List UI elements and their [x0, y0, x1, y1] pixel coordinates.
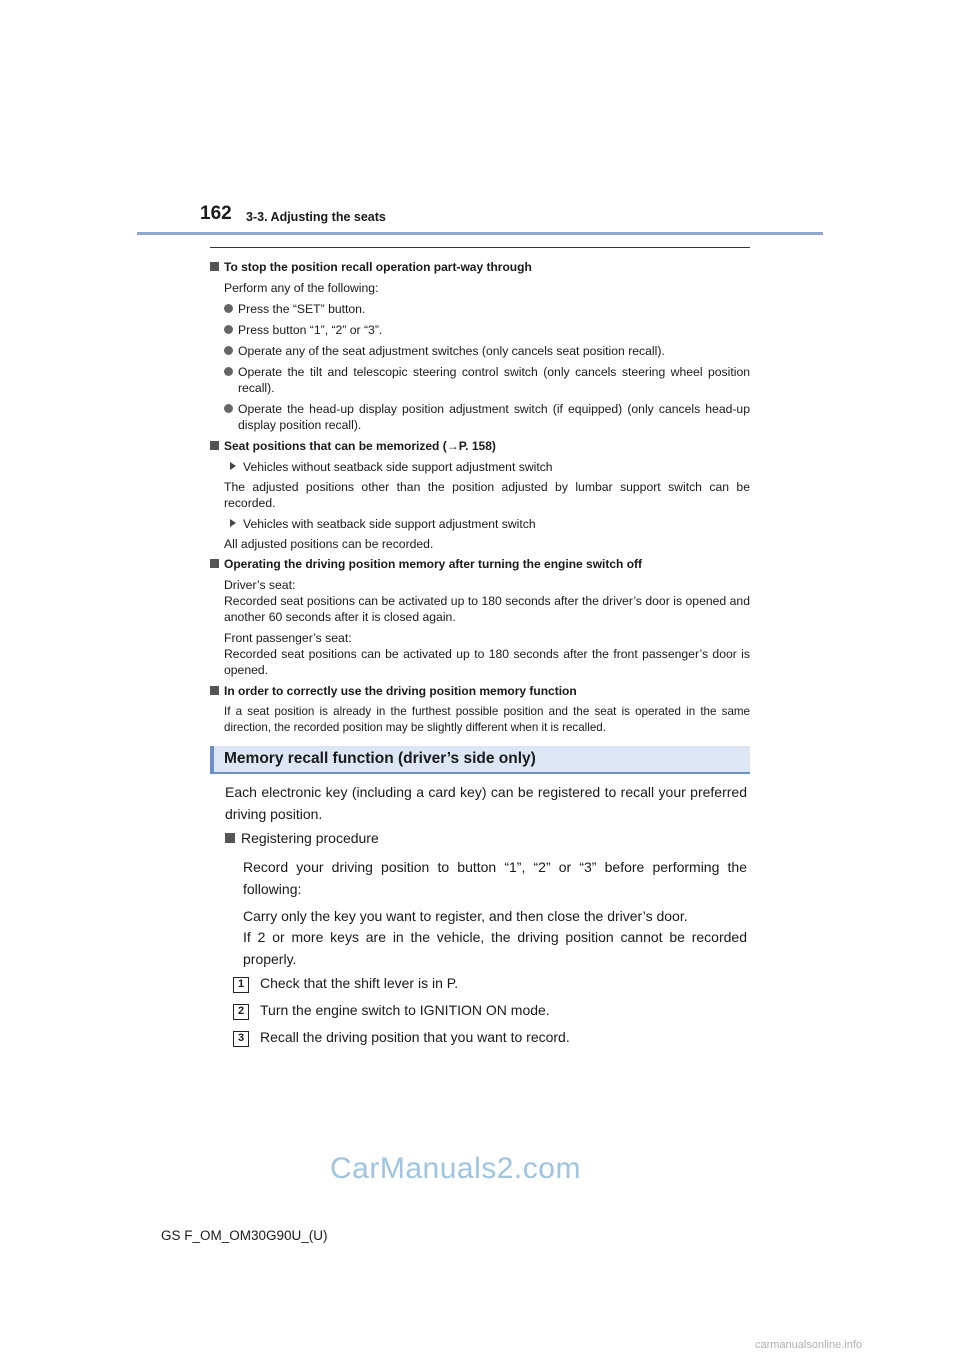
note-stop-recall — [210, 259, 750, 433]
arrow-right-icon: → — [446, 439, 459, 453]
step-text: Recall the driving position that you want to record. — [260, 1029, 570, 1045]
circle-bullet-icon — [224, 367, 233, 376]
page-number: 162 — [200, 203, 232, 224]
step-text: Turn the engine switch to IGNITION ON mode. — [260, 1002, 550, 1018]
triangle-right-icon — [230, 519, 236, 527]
driver-label: Driver’s seat: — [224, 578, 296, 592]
case-label: Vehicles with seatback side support adjustment switch — [210, 516, 750, 532]
case-text: The adjusted positions other than the position adjusted by lumbar support switch can be recorded. — [224, 480, 750, 510]
header-rule — [137, 232, 823, 235]
watermark: CarManuals2.com — [330, 1152, 581, 1185]
square-bullet-icon — [225, 833, 235, 843]
registering-para: Carry only the key you want to register, and then close the driver’s door. — [243, 908, 688, 924]
list-item: Press button “1”, “2” or “3”. — [210, 322, 750, 338]
note-heading: To stop the position recall operation part-way through — [210, 259, 750, 275]
circle-bullet-icon — [224, 346, 233, 355]
square-bullet-icon — [210, 262, 219, 271]
list-item: Press the “SET” button. — [210, 301, 750, 317]
section-intro: Each electronic key (including a card key) can be registered to recall your preferred driving position. — [225, 784, 747, 822]
circle-bullet-icon — [224, 325, 233, 334]
list-item: Operate the head-up display position adjustment switch (if equipped) (only cancels head-up display position recall). — [210, 401, 750, 433]
note-top-rule — [210, 247, 750, 248]
step-number-box: 3 — [233, 1031, 249, 1047]
list-item: Operate the tilt and telescopic steering control switch (only cancels steering wheel position recall). — [210, 364, 750, 396]
chapter-title: 3-3. Adjusting the seats — [246, 210, 386, 224]
list-item: Operate any of the seat adjustment switches (only cancels seat position recall). — [210, 343, 750, 359]
passenger-label: Front passenger’s seat: — [224, 631, 352, 645]
case-label: Vehicles without seatback side support adjustment switch — [210, 459, 750, 475]
note-intro: Perform any of the following: — [224, 281, 379, 295]
note-heading: Operating the driving position memory after turning the engine switch off — [210, 556, 750, 572]
note-correct-use — [210, 683, 750, 736]
note-text: If a seat position is already in the furthest possible position and the seat is operated in the same direction, the recorded position may be slightly different when it is recalled. — [224, 705, 750, 734]
section-title: Memory recall function (driver’s side only) — [224, 750, 536, 767]
square-bullet-icon — [210, 559, 219, 568]
step-text: Check that the shift lever is in P. — [260, 975, 459, 991]
registering-para: If 2 or more keys are in the vehicle, the driving position cannot be recorded properly. — [243, 929, 747, 967]
document-code: GS F_OM_OM30G90U_(U) — [161, 1228, 328, 1243]
section-heading-bar — [210, 746, 750, 774]
note-heading: In order to correctly use the driving position memory function — [210, 683, 750, 699]
registering-heading: Registering procedure — [225, 830, 379, 846]
step-number-box: 1 — [233, 977, 249, 993]
triangle-right-icon — [230, 462, 236, 470]
square-bullet-icon — [210, 441, 219, 450]
square-bullet-icon — [210, 686, 219, 695]
note-heading: Seat positions that can be memorized (→P. 158) — [210, 438, 750, 454]
registering-para: Record your driving position to button “1”, “2” or “3” before performing the following: — [243, 859, 747, 897]
passenger-text: Recorded seat positions can be activated up to 180 seconds after the front passenger’s door is opened. — [224, 647, 750, 677]
note-after-engine — [210, 556, 750, 678]
case-text: All adjusted positions can be recorded. — [224, 537, 434, 551]
step-number-box: 2 — [233, 1004, 249, 1020]
circle-bullet-icon — [224, 404, 233, 413]
driver-text: Recorded seat positions can be activated up to 180 seconds after the driver’s door is opened and another 60 seconds after it is closed again. — [224, 594, 750, 624]
note-memorized — [210, 438, 750, 552]
site-watermark: carmanualsonline.info — [755, 1339, 863, 1351]
circle-bullet-icon — [224, 304, 233, 313]
